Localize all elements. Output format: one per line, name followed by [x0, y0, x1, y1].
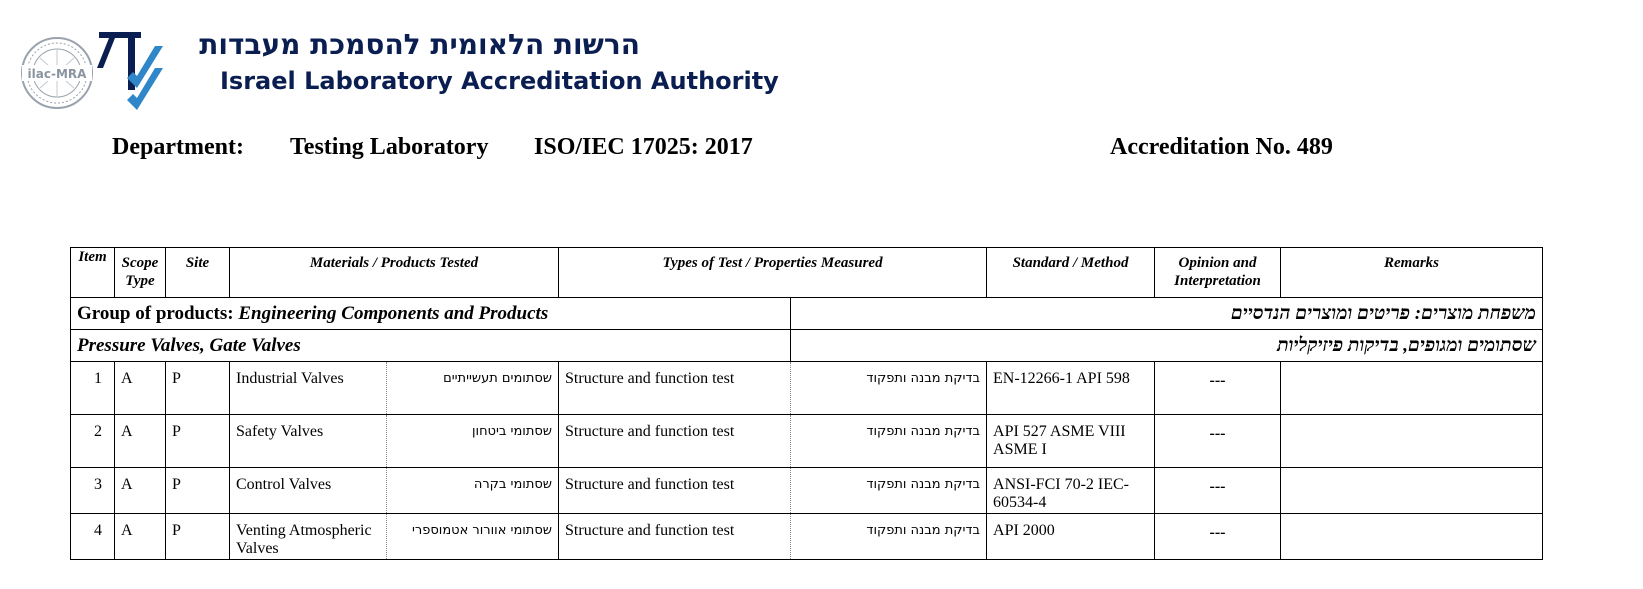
seal-text: ilac-MRA — [27, 67, 87, 81]
ilac-mra-seal-logo — [20, 36, 94, 110]
cell-opinion: --- — [1155, 415, 1281, 468]
cell-material-en: Venting Atmospheric Valves — [230, 514, 387, 560]
cell-scope: A — [115, 514, 166, 560]
cell-test-he: בדיקת מבנה ותפקוד — [791, 415, 987, 468]
cell-material-en: Control Valves — [230, 468, 387, 514]
cell-material-he: שסתומי אוורור אטמוספרי — [387, 514, 559, 560]
cell-standard: EN-12266-1 API 598 — [987, 362, 1155, 415]
cell-site: P — [166, 514, 230, 560]
cell-material-he: שסתומים תעשייתיים — [387, 362, 559, 415]
cell-test-en: Structure and function test — [559, 415, 791, 468]
cell-opinion: --- — [1155, 514, 1281, 560]
org-name-english: Israel Laboratory Accreditation Authority — [220, 67, 779, 95]
header-item: Item — [71, 248, 115, 298]
header-test-types: Types of Test / Properties Measured — [559, 248, 987, 298]
group-prefix: Group of products: — [77, 302, 234, 324]
cell-item: 2 — [71, 415, 115, 468]
cell-remarks — [1281, 362, 1543, 415]
header-site: Site — [166, 248, 230, 298]
subgroup-label — [71, 330, 791, 362]
cell-scope: A — [115, 415, 166, 468]
group-name: Engineering Components and Products — [238, 302, 549, 324]
cell-remarks — [1281, 468, 1543, 514]
cell-material-he: שסתומי בקרה — [387, 468, 559, 514]
cell-scope: A — [115, 362, 166, 415]
group-label-hebrew: משפחת מוצרים: פריטים ומוצרים הנדסיים — [791, 298, 1543, 330]
cell-test-he: בדיקת מבנה ותפקוד — [791, 468, 987, 514]
table-row — [71, 362, 1543, 415]
table-row — [71, 514, 1543, 560]
group-row — [71, 298, 1543, 330]
group-label — [71, 298, 791, 330]
cell-standard: API 2000 — [987, 514, 1155, 560]
cell-site: P — [166, 362, 230, 415]
department-value: Testing Laboratory — [290, 134, 489, 160]
header-opinion: Opinion and Interpretation — [1155, 248, 1281, 298]
cell-standard: ANSI-FCI 70-2 IEC-60534-4 — [987, 468, 1155, 514]
cell-opinion: --- — [1155, 468, 1281, 514]
accreditation-number: Accreditation No. 489 — [1110, 134, 1333, 160]
header-remarks: Remarks — [1281, 248, 1543, 298]
table-row — [71, 468, 1543, 514]
cell-test-he: בדיקת מבנה ותפקוד — [791, 514, 987, 560]
standard-title: ISO/IEC 17025: 2017 — [534, 134, 753, 160]
cell-standard: API 527 ASME VIII ASME I — [987, 415, 1155, 468]
cell-test-en: Structure and function test — [559, 514, 791, 560]
header-scope-type: Scope Type — [115, 248, 166, 298]
table-header-row — [71, 248, 1543, 298]
authority-logo-icon — [97, 24, 197, 116]
cell-test-en: Structure and function test — [559, 468, 791, 514]
cell-test-en: Structure and function test — [559, 362, 791, 415]
cell-material-en: Industrial Valves — [230, 362, 387, 415]
cell-item: 1 — [71, 362, 115, 415]
header-materials: Materials / Products Tested — [230, 248, 559, 298]
cell-test-he: בדיקת מבנה ותפקוד — [791, 362, 987, 415]
cell-item: 4 — [71, 514, 115, 560]
cell-remarks — [1281, 415, 1543, 468]
cell-material-en: Safety Valves — [230, 415, 387, 468]
header-standard: Standard / Method — [987, 248, 1155, 298]
cell-scope: A — [115, 468, 166, 514]
department-label: Department: — [112, 134, 244, 160]
cell-material-he: שסתומי ביטחון — [387, 415, 559, 468]
cell-remarks — [1281, 514, 1543, 560]
subgroup-label-hebrew: שסתומים ומגופים, בדיקות פיזיקליות — [791, 330, 1543, 362]
scope-table — [70, 247, 1543, 560]
cell-opinion: --- — [1155, 362, 1281, 415]
cell-item: 3 — [71, 468, 115, 514]
org-name-hebrew: הרשות הלאומית להסמכת מעבדות — [199, 28, 640, 61]
subgroup-row — [71, 330, 1543, 362]
subgroup-name: Pressure Valves, Gate Valves — [77, 334, 301, 356]
cell-site: P — [166, 468, 230, 514]
cell-site: P — [166, 415, 230, 468]
table-row — [71, 415, 1543, 468]
